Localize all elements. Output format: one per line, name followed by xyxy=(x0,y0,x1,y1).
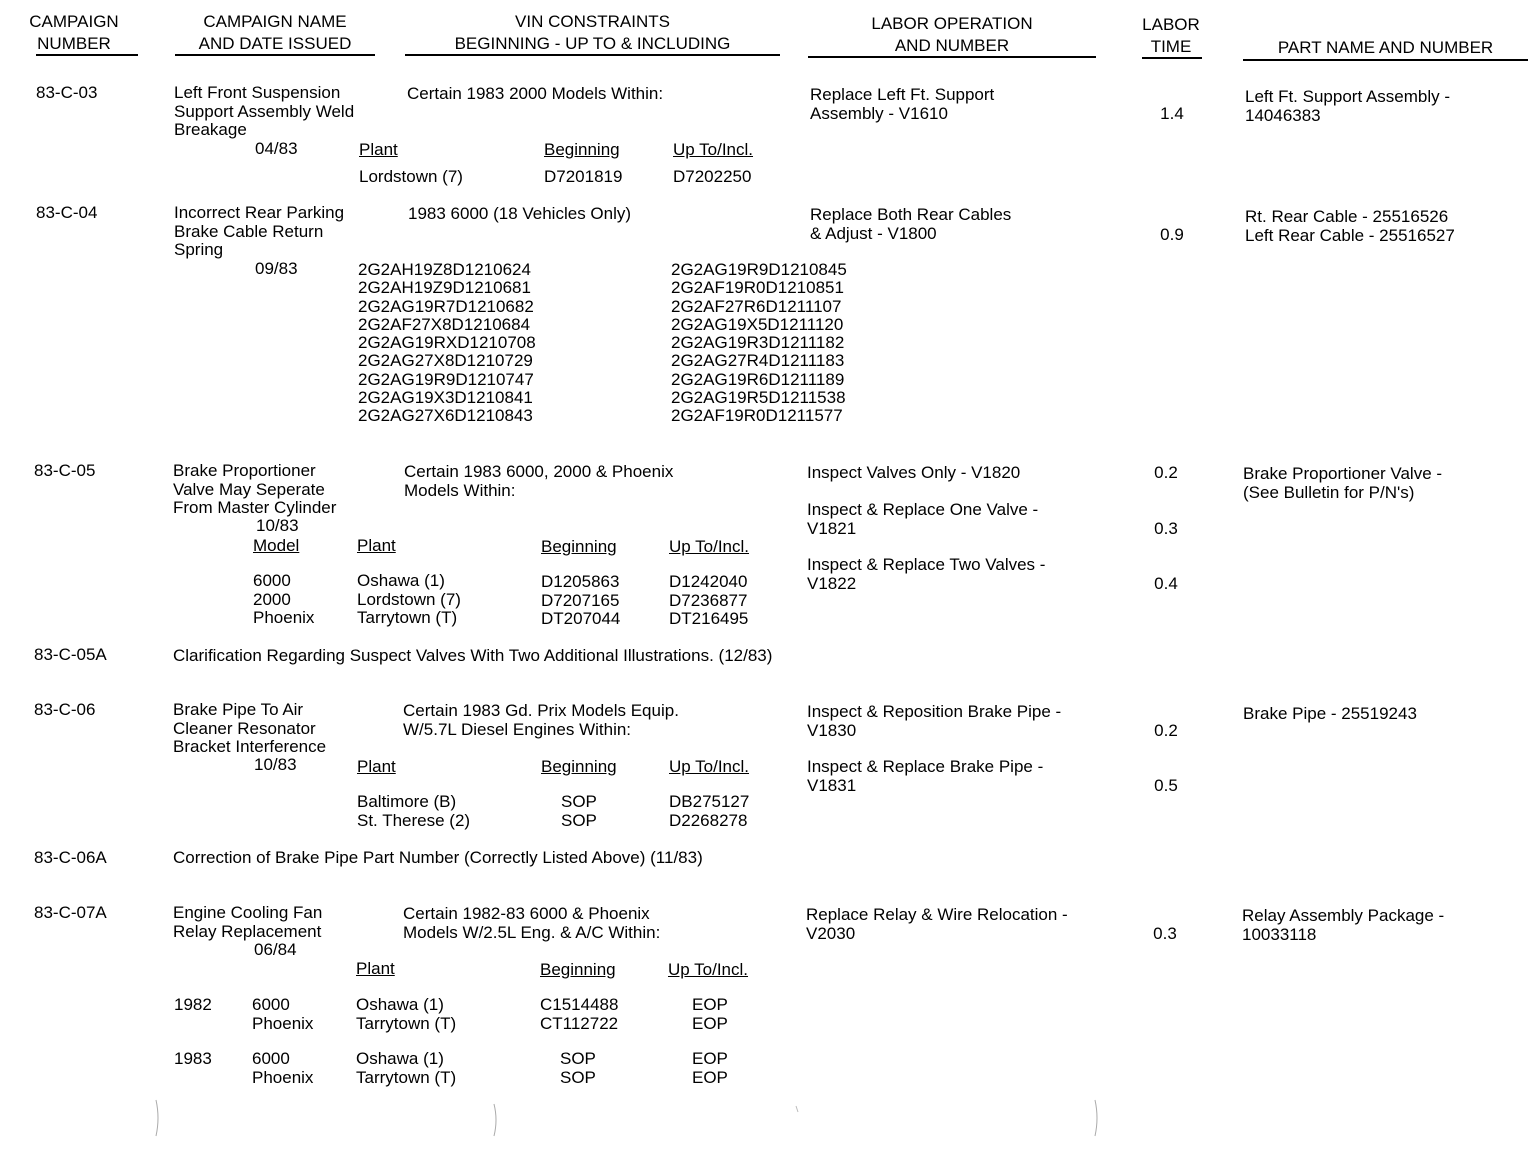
campaign-number: 83-C-07A xyxy=(34,903,107,922)
plant-label: Plant xyxy=(357,536,396,555)
upto-label: Up To/Incl. xyxy=(673,140,754,159)
upto-label: Up To/Incl. xyxy=(669,757,750,776)
beginning-label: Beginning xyxy=(541,537,617,556)
model-values: 6000 2000 Phoenix xyxy=(253,571,315,627)
model-values: 6000 Phoenix xyxy=(252,995,314,1033)
upto-values: EOP EOP xyxy=(692,995,728,1033)
vin-list-left: 2G2AH19Z8D1210624 2G2AH19Z9D1210681 2G2AG19R7D1210682 2G2AF27X8D1210684 2G2AG19RXD1210708 2G2AG27X8D1210729 2G2AG19R9D1210747 2G2AG19X3D1210841 2G2AG27X6D1210843 xyxy=(358,260,536,426)
plant-values: Oshawa (1) Tarrytown (T) xyxy=(356,995,457,1033)
beginning-value: D7201819 xyxy=(544,167,623,186)
header-labor-operation: LABOR OPERATION AND NUMBER xyxy=(871,14,1033,55)
campaign-name: Brake Proportioner Valve May Seperate From Master Cylinder xyxy=(173,461,337,517)
campaign-date: 10/83 xyxy=(256,516,299,535)
part-name: Brake Pipe - 25519243 xyxy=(1243,704,1417,723)
part-name: Relay Assembly Package - 10033118 xyxy=(1242,906,1445,944)
plant-value: Lordstown (7) xyxy=(359,167,463,186)
campaign-number: 83-C-06 xyxy=(34,700,96,719)
campaign-note: Clarification Regarding Suspect Valves With Two Additional Illustrations. (12/83) xyxy=(173,646,773,665)
labor-time: 1.4 xyxy=(1160,104,1184,123)
plant-values: Oshawa (1) Tarrytown (T) xyxy=(356,1049,457,1087)
campaign-date: 09/83 xyxy=(255,259,298,278)
upto-label: Up To/Incl. xyxy=(669,537,750,556)
campaign-number: 83-C-05A xyxy=(34,645,107,664)
upto-values: EOP EOP xyxy=(692,1049,728,1087)
labor-operation: Inspect & Replace Two Valves - V1822 xyxy=(807,555,1046,593)
upto-label: Up To/Incl. xyxy=(668,960,749,979)
labor-operation: Replace Both Rear Cables & Adjust - V1800 xyxy=(810,205,1012,243)
header-vin-constraints: VIN CONSTRAINTS BEGINNING - UP TO & INCLUDING xyxy=(454,12,731,53)
scan-mark xyxy=(1095,1100,1097,1136)
campaign-name: Engine Cooling Fan Relay Replacement xyxy=(173,903,323,941)
part-name: Rt. Rear Cable - 25516526 Left Rear Cable - 25516527 xyxy=(1245,207,1455,245)
vin-constraint: Certain 1983 2000 Models Within: xyxy=(407,84,664,103)
labor-operation: Replace Left Ft. Support Assembly - V1610 xyxy=(810,85,995,123)
beginning-values: D1205863 D7207165 DT207044 xyxy=(541,572,621,628)
campaign-number: 83-C-06A xyxy=(34,848,107,867)
vin-constraint: 1983 6000 (18 Vehicles Only) xyxy=(408,204,632,223)
campaign-number: 83-C-05 xyxy=(34,461,96,480)
labor-time: 0.9 xyxy=(1160,225,1184,244)
upto-values: D1242040 D7236877 DT216495 xyxy=(669,572,749,628)
campaign-date: 04/83 xyxy=(255,139,298,158)
beginning-values: SOP SOP xyxy=(560,1049,596,1087)
campaign-number: 83-C-04 xyxy=(36,203,98,222)
part-name: Left Ft. Support Assembly - 14046383 xyxy=(1245,87,1451,125)
labor-operation: Inspect & Replace One Valve - V1821 xyxy=(807,500,1039,538)
model-year: 1983 xyxy=(174,1049,212,1068)
campaign-date: 10/83 xyxy=(254,755,297,774)
scan-mark xyxy=(796,1106,798,1112)
plant-values: Oshawa (1) Lordstown (7) Tarrytown (T) xyxy=(357,571,461,627)
plant-label: Plant xyxy=(357,757,396,776)
header-campaign-name: CAMPAIGN NAME AND DATE ISSUED xyxy=(198,12,352,53)
campaign-name: Left Front Suspension Support Assembly Weld Breakage xyxy=(174,83,355,139)
vin-list-right: 2G2AG19R9D1210845 2G2AF19R0D1210851 2G2AF27R6D1211107 2G2AG19X5D1211120 2G2AG19R3D1211182 2G2AG27R4D1211183 2G2AG19R6D1211189 2G2AG19R5D1211538 2G2AF19R0D1211577 xyxy=(671,260,847,426)
header-labor-time: LABOR TIME xyxy=(1142,15,1200,56)
model-values: 6000 Phoenix xyxy=(252,1049,314,1087)
labor-operation: Replace Relay & Wire Relocation - V2030 xyxy=(806,905,1068,943)
campaign-name: Brake Pipe To Air Cleaner Resonator Bracket Interference xyxy=(173,700,327,756)
upto-value: D7202250 xyxy=(673,167,752,186)
labor-time: 0.5 xyxy=(1154,776,1178,795)
labor-time: 0.2 xyxy=(1154,463,1178,482)
header-campaign-number: CAMPAIGN NUMBER xyxy=(29,12,119,53)
model-label: Model xyxy=(253,536,300,555)
beginning-values: SOP SOP xyxy=(561,792,597,830)
campaign-date: 06/84 xyxy=(254,940,297,959)
labor-time: 0.3 xyxy=(1153,924,1177,943)
labor-operation: Inspect & Replace Brake Pipe - V1831 xyxy=(807,757,1044,795)
scan-mark xyxy=(494,1104,496,1136)
labor-operation: Inspect & Reposition Brake Pipe - V1830 xyxy=(807,702,1062,740)
scan-mark xyxy=(156,1100,158,1136)
campaign-name: Incorrect Rear Parking Brake Cable Return Spring xyxy=(174,203,345,259)
labor-operation: Inspect Valves Only - V1820 xyxy=(807,463,1021,482)
beginning-label: Beginning xyxy=(544,140,620,159)
part-name: Brake Proportioner Valve - (See Bulletin for P/N's) xyxy=(1243,464,1443,502)
model-year: 1982 xyxy=(174,995,212,1014)
beginning-label: Beginning xyxy=(540,960,616,979)
campaign-number: 83-C-03 xyxy=(36,83,98,102)
beginning-label: Beginning xyxy=(541,757,617,776)
plant-label: Plant xyxy=(356,959,395,978)
vin-constraint: Certain 1983 6000, 2000 & Phoenix Models Within: xyxy=(404,462,674,500)
plant-values: Baltimore (B) St. Therese (2) xyxy=(357,792,471,830)
vin-constraint: Certain 1982-83 6000 & Phoenix Models W/2.5L Eng. & A/C Within: xyxy=(403,904,661,942)
vin-constraint: Certain 1983 Gd. Prix Models Equip. W/5.7L Diesel Engines Within: xyxy=(403,701,679,739)
labor-time: 0.4 xyxy=(1154,574,1178,593)
labor-time: 0.2 xyxy=(1154,721,1178,740)
labor-time: 0.3 xyxy=(1154,519,1178,538)
header-part-name: PART NAME AND NUMBER xyxy=(1277,38,1494,57)
upto-values: DB275127 D2268278 xyxy=(669,792,750,830)
campaign-note: Correction of Brake Pipe Part Number (Correctly Listed Above) (11/83) xyxy=(173,848,703,867)
beginning-values: C1514488 CT112722 xyxy=(540,995,619,1033)
plant-label: Plant xyxy=(359,140,398,159)
